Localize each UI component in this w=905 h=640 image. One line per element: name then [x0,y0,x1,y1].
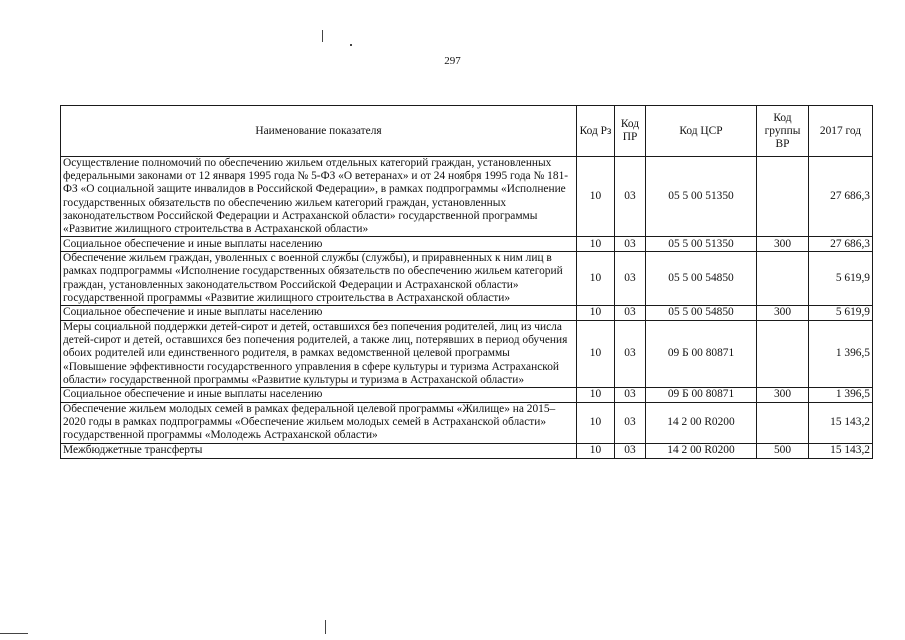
scan-mark-dot [350,44,352,46]
table-row [61,157,873,237]
row-pr: 03 [615,321,646,388]
table-header [61,106,873,157]
row-name: Обеспечение жильем граждан, уволенных с военной службы (службы), и приравненных к ним лиц в рамках подпрограммы «Исполнение государственных обязательств по обеспечению жильем категорий граждан, установленных законодательством Российской Федерации и Астраханской области» государственной программы «Развитие жилищного строительства в Астраханской области» [61,252,577,306]
row-amount: 5 619,9 [809,252,873,306]
row-name: Социальное обеспечение и иные выплаты населению [61,388,577,403]
row-csr: 05 5 00 51350 [646,237,757,252]
row-csr: 05 5 00 54850 [646,252,757,306]
table-row [61,306,873,321]
row-pr: 03 [615,157,646,237]
table-row [61,443,873,458]
row-rz: 10 [577,157,615,237]
row-csr: 05 5 00 51350 [646,157,757,237]
row-rz: 10 [577,443,615,458]
row-vr: 300 [757,237,809,252]
row-name: Обеспечение жильем молодых семей в рамках федеральной целевой программы «Жилище» на 2015–2020 годы в рамках подпрограммы «Обеспечение жильем молодых семей в Астраханской области» государственной программы «Молодежь Астраханской области» [61,403,577,444]
row-vr [757,403,809,444]
row-csr: 05 5 00 54850 [646,306,757,321]
header-vr: Код группы ВР [757,106,809,157]
scan-mark-top [322,30,323,42]
header-pr: Код ПР [615,106,646,157]
row-rz: 10 [577,388,615,403]
table-body [61,157,873,459]
row-name: Социальное обеспечение и иные выплаты населению [61,237,577,252]
row-vr: 300 [757,306,809,321]
row-pr: 03 [615,388,646,403]
row-amount: 1 396,5 [809,321,873,388]
page-number: 297 [444,55,461,67]
row-name: Осуществление полномочий по обеспечению жильем отдельных категорий граждан, установленных федеральными законами от 12 января 1995 года № 5-ФЗ «О ветеранах» и от 24 ноября 1995 года № 181-ФЗ «О социальной защите инвалидов в Российской Федерации», в рамках подпрограммы «Исполнение государственных обязательств по обеспечению жильем категорий граждан, установленных законодательством Российской Федерации и Астраханской области» государственной программы «Развитие жилищного строительства в Астраханской области» [61,157,577,237]
budget-table [60,105,873,459]
row-rz: 10 [577,252,615,306]
row-csr: 14 2 00 R0200 [646,443,757,458]
row-pr: 03 [615,306,646,321]
table-row [61,388,873,403]
row-amount: 1 396,5 [809,388,873,403]
row-amount: 27 686,3 [809,157,873,237]
row-amount: 15 143,2 [809,443,873,458]
row-pr: 03 [615,252,646,306]
header-rz: Код Рз [577,106,615,157]
budget-sheet [60,105,873,459]
row-csr: 09 Б 00 80871 [646,388,757,403]
row-pr: 03 [615,237,646,252]
table-row [61,321,873,388]
row-amount: 15 143,2 [809,403,873,444]
table-row [61,237,873,252]
header-name: Наименование показателя [61,106,577,157]
row-vr: 500 [757,443,809,458]
row-csr: 09 Б 00 80871 [646,321,757,388]
scan-mark-corner [0,633,28,634]
row-name: Меры социальной поддержки детей-сирот и детей, оставшихся без попечения родителей, лиц из числа детей-сирот и детей, оставшихся без попечения родителей, а также лиц, потерявших в период обучения обоих родителей или единственного родителя, в рамках ведомственной целевой программы «Повышение эффективности государственного управления в сфере культуры и туризма Астраханской области» государственной программы «Развитие культуры и туризма в Астраханской области» [61,321,577,388]
row-vr [757,252,809,306]
row-pr: 03 [615,443,646,458]
row-amount: 5 619,9 [809,306,873,321]
row-vr [757,321,809,388]
row-vr [757,157,809,237]
header-year: 2017 год [809,106,873,157]
row-vr: 300 [757,388,809,403]
header-csr: Код ЦСР [646,106,757,157]
row-name: Социальное обеспечение и иные выплаты населению [61,306,577,321]
table-row [61,252,873,306]
scan-mark-bottom [325,620,326,634]
row-pr: 03 [615,403,646,444]
header-row [61,106,873,157]
table-row [61,403,873,444]
row-rz: 10 [577,403,615,444]
row-csr: 14 2 00 R0200 [646,403,757,444]
row-rz: 10 [577,321,615,388]
row-amount: 27 686,3 [809,237,873,252]
row-name: Межбюджетные трансферты [61,443,577,458]
row-rz: 10 [577,306,615,321]
row-rz: 10 [577,237,615,252]
